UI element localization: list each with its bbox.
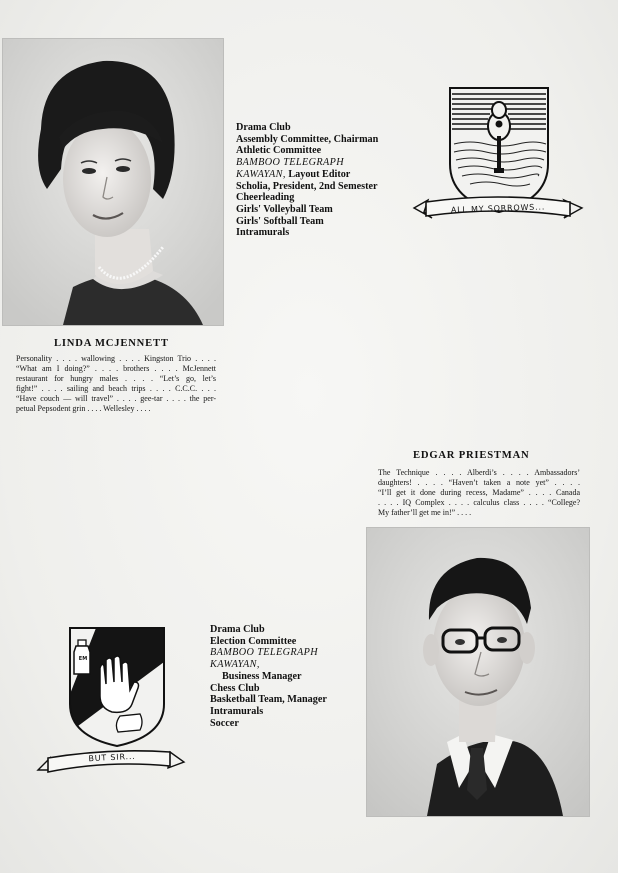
activity-text: BAMBOO TELEGRAPH [210, 647, 318, 659]
bio-line: daughters! . . . . “Haven’t taken a note yet” . . . . [378, 478, 580, 487]
bio-line: restaurant for hungry males . . . . “Let’s go, let’s [16, 374, 216, 383]
activity-text: Assembly Committee, Chairman [236, 133, 379, 145]
activity-item [236, 216, 378, 228]
activity-item [236, 134, 378, 146]
bio-line: fight!” . . . . sailing and beach trips . . . . C.C.C. . . . [16, 384, 216, 393]
activity-item [210, 706, 327, 718]
activity-item [210, 694, 327, 706]
show-through-text [410, 342, 413, 351]
bio-line: My father’ll get me in!” . . . . [378, 508, 472, 517]
activity-text: Scholia, President, 2nd Semester [236, 180, 378, 192]
activity-text: Soccer [210, 717, 239, 729]
portrait-photo-edgar [366, 527, 590, 817]
activity-item [236, 227, 378, 239]
bio-line: . . . . IQ Complex . . . . calculus class . . . . “College? [378, 498, 580, 507]
activity-item [236, 192, 378, 204]
activity-text: Girls' Softball Team [236, 215, 324, 227]
crest-edgar [36, 622, 186, 778]
activity-text: BAMBOO TELEGRAPH [236, 157, 344, 169]
crest-motto-edgar: BUT SIR... [88, 751, 136, 764]
activity-item [210, 671, 327, 683]
activity-text: Drama Club [210, 624, 265, 635]
crest-motto-linda: ALL MY SORROWS... [450, 202, 546, 215]
activity-item [236, 157, 378, 169]
bio-paragraph-edgar [378, 468, 580, 518]
activity-text: KAWAYAN, [236, 168, 286, 180]
bio-paragraph-linda [16, 354, 216, 414]
bio-line: Personality . . . . wallowing . . . . Kingston Trio . . . . [16, 354, 216, 363]
bio-line: The Technique . . . . Alberdi’s . . . . Ambassadors’ [378, 468, 580, 477]
activity-text: Intramurals [236, 227, 290, 239]
activity-text: Chess Club [210, 682, 260, 694]
activity-item [236, 169, 378, 181]
activity-text: Cheerleading [236, 192, 295, 204]
student-name-linda: LINDA MCJENNETT [54, 338, 169, 349]
activity-text: Athletic Committee [236, 145, 322, 157]
crest-bottle-label: EM [78, 656, 88, 662]
portrait-photo-linda [2, 38, 224, 326]
student-name-edgar: EDGAR PRIESTMAN [413, 450, 530, 461]
bio-line: “Have couch — will travel” . . . . gee-tar . . . . the per- [16, 394, 216, 403]
activity-item [236, 181, 378, 193]
activity-item [236, 204, 378, 216]
activities-list-edgar [210, 624, 327, 729]
activity-item [210, 659, 327, 671]
bio-line: petual Pepsodent grin . . . . Wellesley . . . . [16, 404, 151, 413]
activity-item [210, 647, 327, 659]
crest-linda [410, 82, 586, 230]
activity-text: Election Committee [210, 635, 297, 647]
activity-text: Intramurals [210, 705, 264, 717]
activity-text: Girls' Volleyball Team [236, 203, 333, 215]
activity-item [236, 122, 378, 134]
activity-text: Business Manager [222, 670, 302, 682]
activity-suffix: Layout Editor [285, 168, 351, 180]
activity-item [210, 624, 327, 636]
activity-item [210, 718, 327, 730]
activity-text: Basketball Team, Manager [210, 694, 327, 706]
bio-line: “What am I doing?” . . . . brothers . . . . McJennett [16, 364, 216, 373]
bio-line: “I’ll get it done during recess, Madame” . . . . Canada [378, 488, 580, 497]
activity-item [210, 636, 327, 648]
activity-item [236, 145, 378, 157]
activity-text: KAWAYAN, [210, 659, 260, 671]
activity-text: Drama Club [236, 122, 291, 133]
activities-list-linda [236, 122, 378, 239]
activity-item [210, 683, 327, 695]
